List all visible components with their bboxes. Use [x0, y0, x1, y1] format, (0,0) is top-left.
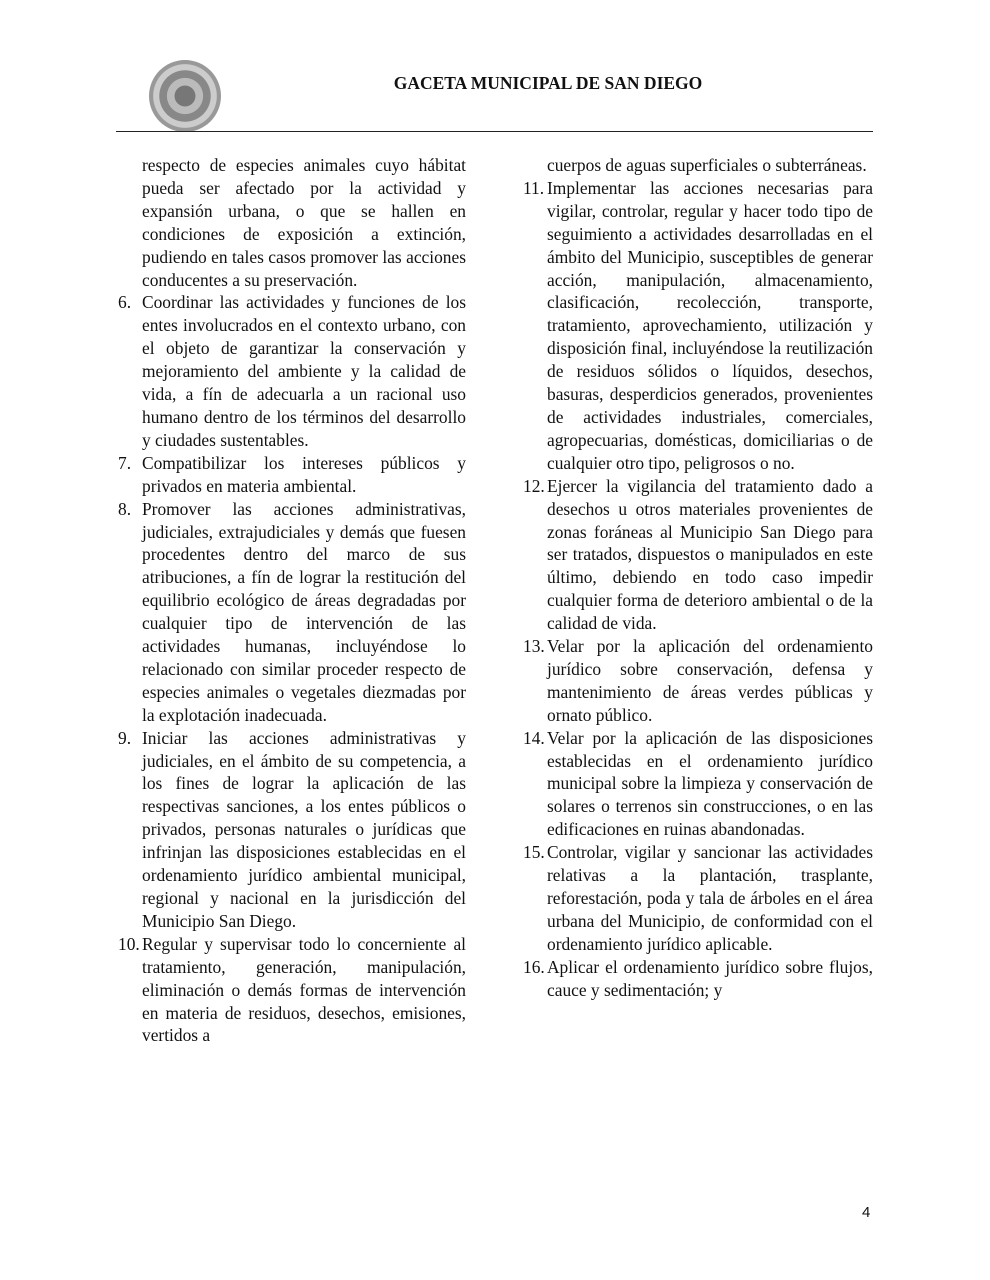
item-number: 8.: [118, 498, 132, 519]
item-text: Controlar, vigilar y sancionar las actividades relativas a la plantación, trasplante, reforestación, poda y tala de árboles en el área urbana del Municipio, de conformidad con el ordenamiento jurídico aplicable.: [547, 842, 873, 954]
item-text: Velar por la aplicación del ordenamiento jurídico sobre conservación, defensa y mantenimiento de áreas verdes públicas y ornato público.: [547, 636, 873, 725]
gazette-title: GACETA MUNICIPAL DE SAN DIEGO: [393, 73, 703, 93]
item-text: Implementar las acciones necesarias para vigilar, controlar, regular y hacer todo tipo de seguimiento a actividades desarrolladas en el ámbito del Municipio, susceptibles de generar acción, manipulación, almacenamiento, clasificación, recolección, transporte, tratamiento, aprovechamiento, utilización y disposición final, incluyéndose la reutilización de residuos sólidos o líquidos, desechos, basuras, desperdicios generados, provenientes de actividades industriales, comerciales, agropecuarias, domésticas, domiciliarias o de cualquier otro tipo, peligrosos o no.: [547, 177, 873, 473]
list-item: [523, 956, 873, 1002]
item-text: Ejercer la vigilancia del tratamiento dado a desechos u otros materiales provenientes de zonas foráneas al Municipio San Diego para ser tratados, dispuestos o manipulados en este último, debiendo en todo caso impedir cualquier forma de deterioro ambiental o de la calidad de vida.: [547, 475, 873, 634]
item-number: 11.: [523, 177, 545, 198]
list-item: [118, 498, 466, 727]
item-number: 13.: [523, 636, 545, 657]
list-item: [523, 177, 873, 475]
continuation-text: respecto de especies animales cuyo hábitat pueda ser afectado por la actividad y expansión urbana, o que se hallen en condiciones de exposición a extinción, pudiendo en tales casos promover las acciones conducentes a su preservación.: [142, 155, 466, 290]
item-text: Velar por la aplicación de las disposiciones establecidas en el ordenamiento jurídico municipal sobre la limpieza y conservación de solares o terrenos sin construcciones, o en las edificaciones en ruinas abandonadas.: [547, 727, 873, 840]
item-number: 15.: [523, 842, 545, 863]
continuation-text: cuerpos de aguas superficiales o subterráneas.: [547, 155, 867, 175]
municipal-seal-logo: [149, 60, 221, 132]
item-number: 10.: [118, 933, 140, 954]
list-item: [523, 841, 873, 956]
item-number: 16.: [523, 956, 545, 977]
item-number: 7.: [118, 452, 132, 473]
item-text: Promover las acciones administrativas, judiciales, extrajudiciales y demás que fuesen procedentes dentro del marco de sus atribuciones, a fín de lograr la restitución del equilibrio ecológico de áreas degradadas por cualquier tipo de intervención de las actividades humanas, incluyéndose lo relacionado con similar proceder respecto de especies animales o vegetales diezmadas por la explotación inadecuada.: [142, 498, 466, 725]
left-column: [118, 154, 466, 1047]
page-number: 4: [862, 1204, 871, 1221]
item-number: 9.: [118, 727, 132, 748]
list-item: [523, 635, 873, 727]
list-item: [118, 933, 466, 1048]
item-text: Regular y supervisar todo lo concerniente al tratamiento, generación, manipulación, eliminación o demás formas de intervención en materia de residuos, desechos, emisiones, vertidos a: [142, 933, 466, 1046]
list-item: [118, 291, 466, 451]
list-item: [523, 727, 873, 842]
list-item: [118, 452, 466, 498]
item-text: Aplicar el ordenamiento jurídico sobre flujos, cauce y sedimentación; y: [547, 956, 873, 1000]
item-number: 14.: [523, 727, 545, 748]
item-text: Coordinar las actividades y funciones de los entes involucrados en el contexto urbano, con el objeto de garantizar la conservación y mejoramiento del ambiente y la calidad de vida, a fín de adecuarla a un racional uso humano dentro de los términos del desarrollo y ciudades sustentables.: [142, 292, 466, 450]
header-divider: [116, 131, 873, 132]
list-item: [118, 727, 466, 933]
item-number: 12.: [523, 475, 545, 496]
item-text: Iniciar las acciones administrativas y judiciales, en el ámbito de su competencia, a los fines de lograr la aplicación de las respectivas sanciones, a los entes públicos o privados, personas naturales o jurídicas que infrinjan las disposiciones establecidas en el ordenamiento jurídico ambiental municipal, regional y nacional en la jurisdicción del Municipio San Diego.: [142, 727, 466, 931]
list-item: [523, 475, 873, 635]
item-number: 6.: [118, 292, 132, 313]
right-column: [523, 154, 873, 1002]
item-text: Compatibilizar los intereses públicos y privados en materia ambiental.: [142, 452, 466, 496]
